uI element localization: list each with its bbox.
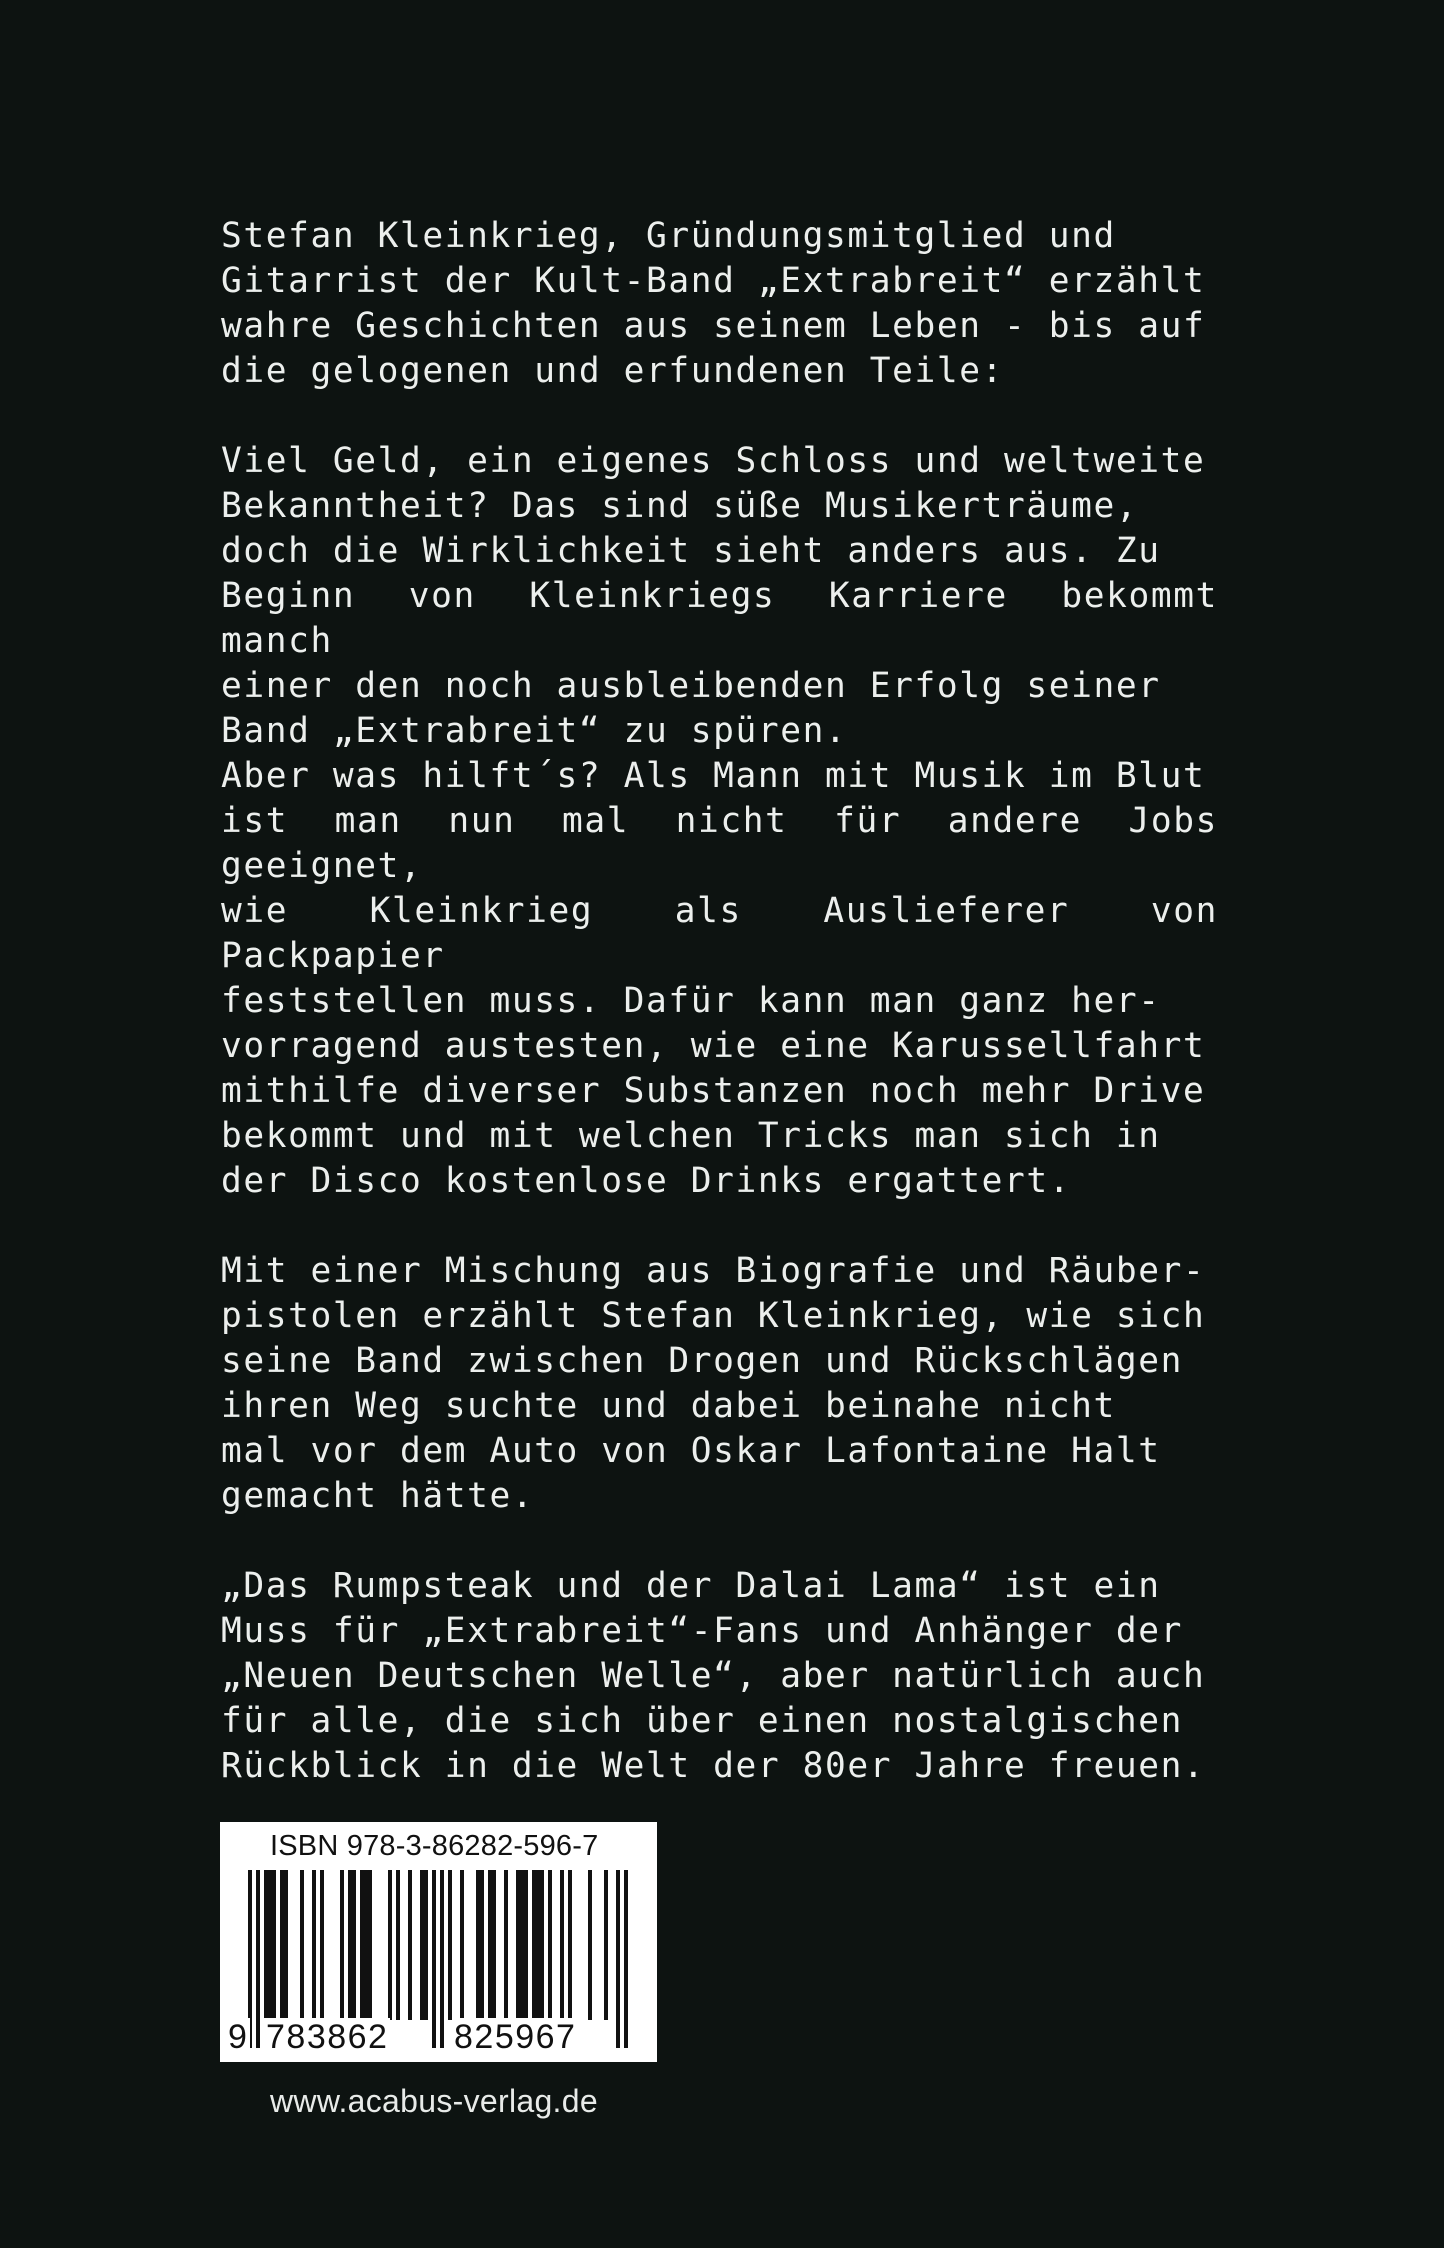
barcode-bar [420,1870,428,2020]
blurb-line: die gelogenen und erfundenen Teile: [221,351,1004,391]
barcode-bar [388,1870,392,2020]
blurb-line: feststellen muss. Dafür kann man ganz her- [221,981,1161,1021]
blurb-line: Band „Extrabreit“ zu spüren. [221,711,848,751]
blurb-line: pistolen erzählt Stefan Kleinkrieg, wie sich [221,1296,1206,1336]
blurb-paragraph-3 [221,1249,1218,1519]
blurb-line: einer den noch ausbleibenden Erfolg seiner [221,666,1161,706]
barcode-bar [396,1870,400,2020]
blurb-line: der Disco kostenlose Drinks ergattert. [221,1161,1072,1201]
blurb-text [221,214,1218,1834]
blurb-line: Stefan Kleinkrieg, Gründungsmitglied und [221,216,1116,256]
barcode-bar [340,1870,344,2020]
blurb-line: vorragend austesten, wie eine Karussellfahrt [221,1026,1206,1066]
blurb-line: mal vor dem Auto von Oskar Lafontaine Halt [221,1431,1161,1471]
ean-digits [220,2018,657,2062]
barcode-bar [504,1870,508,2020]
barcode-bar [264,1870,276,2020]
blurb-line: gemacht hätte. [221,1476,535,1516]
blurb-line: Rückblick in die Welt der 80er Jahre freuen. [221,1746,1206,1786]
blurb-line: ist man nun mal nicht für andere Jobs geeignet, [221,801,1218,886]
barcode-bar [348,1870,356,2020]
barcode-bar [320,1870,324,2020]
barcode-bar [312,1870,316,2020]
publisher-url: www.acabus-verlag.de [270,2083,598,2119]
barcode-bar [448,1870,452,2020]
blurb-line: ihren Weg suchte und dabei beinahe nicht [221,1386,1116,1426]
barcode-bar [488,1870,496,2020]
blurb-paragraph-2 [221,439,1218,1204]
ean-left-group: 783862 [266,2018,389,2056]
barcode-bar [532,1870,544,2020]
blurb-line: Mit einer Mischung aus Biografie und Räuber- [221,1251,1206,1291]
blurb-line: wie Kleinkrieg als Auslieferer von Packpapier [221,891,1218,976]
blurb-line: Bekanntheit? Das sind süße Musikerträume, [221,486,1139,526]
isbn-barcode [220,1822,657,2062]
blurb-line: Gitarrist der Kult-Band „Extrabreit“ erzählt [221,261,1206,301]
barcode-bar [280,1870,288,2020]
barcode-bar [476,1870,484,2020]
isbn-label: ISBN 978-3-86282-596-7 [270,1830,599,1862]
blurb-line: Aber was hilft´s? Als Mann mit Musik im Blut [221,756,1206,796]
ean-right-group: 825967 [454,2018,577,2056]
blurb-line: mithilfe diverser Substanzen noch mehr Drive [221,1071,1206,1111]
blurb-paragraph-1 [221,214,1218,394]
barcode-bar [560,1870,564,2020]
blurb-line: seine Band zwischen Drogen und Rückschlägen [221,1341,1183,1381]
blurb-line: für alle, die sich über einen nostalgischen [221,1701,1183,1741]
barcode-bar [588,1870,592,2020]
barcode-bar [408,1870,412,2020]
blurb-line: doch die Wirklichkeit sieht anders aus. Zu [221,531,1161,571]
barcode-bar [460,1870,464,2020]
barcode-bar [568,1870,572,2020]
barcode-bar [360,1870,372,2020]
blurb-line: Viel Geld, ein eigenes Schloss und weltweite [221,441,1206,481]
blurb-line: Muss für „Extrabreit“-Fans und Anhänger der [221,1611,1183,1651]
barcode-bar [300,1870,304,2020]
blurb-line: Beginn von Kleinkriegs Karriere bekommt manch [221,576,1218,661]
blurb-line: „Neuen Deutschen Welle“, aber natürlich auch [221,1656,1206,1696]
blurb-line: wahre Geschichten aus seinem Leben - bis auf [221,306,1206,346]
blurb-line: „Das Rumpsteak und der Dalai Lama“ ist ein [221,1566,1161,1606]
barcode-bar [604,1870,608,2020]
blurb-line: bekommt und mit welchen Tricks man sich in [221,1116,1161,1156]
ean-first-digit: 9 [228,2018,249,2056]
barcode-bar [516,1870,528,2020]
barcode-bar [548,1870,552,2020]
blurb-paragraph-4 [221,1564,1218,1789]
